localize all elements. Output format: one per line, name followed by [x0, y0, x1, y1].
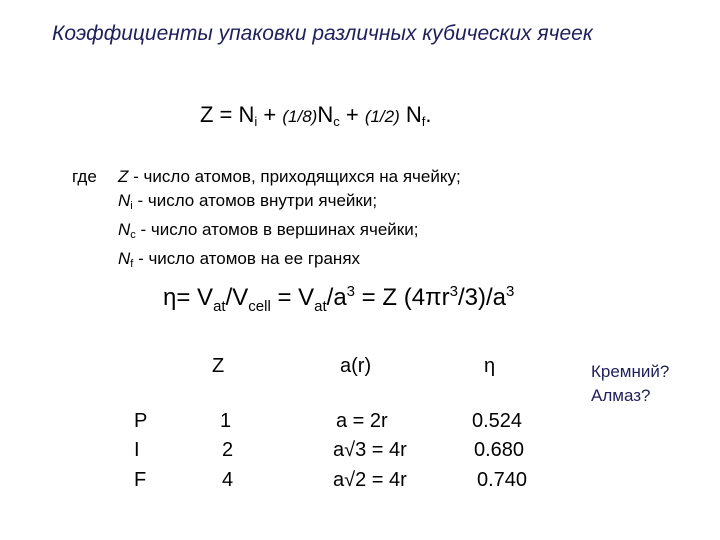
side-note-line: Алмаз? — [591, 386, 651, 405]
def-subscript: f — [130, 258, 134, 270]
header-a: a(r) — [340, 355, 372, 377]
def-text: - число атомов, приходящихся на ячейку; — [128, 167, 461, 186]
def-symbol: N — [118, 220, 131, 239]
row-a: a√3 = 4r — [333, 439, 407, 461]
def-text: - число атомов внутри ячейки; — [132, 191, 378, 210]
eta-part: = V — [176, 284, 214, 311]
formula-z — [200, 102, 432, 129]
definitions-lead: где — [72, 167, 97, 186]
side-note — [591, 360, 669, 408]
eta-part: /3)/a — [457, 284, 506, 311]
row-eta: 0.740 — [477, 469, 528, 491]
def-symbol: N — [118, 249, 131, 268]
sub-i: i — [254, 114, 258, 129]
header-z: Z — [212, 355, 225, 377]
definition-line — [118, 189, 461, 218]
row-eta: 0.524 — [472, 410, 523, 432]
sub-cell: cell — [248, 298, 271, 315]
eta-part: /V — [225, 284, 249, 311]
sub-f: f — [421, 114, 426, 129]
pi-symbol: π — [425, 284, 442, 311]
period: . — [425, 102, 432, 127]
eta-part: r — [441, 284, 450, 311]
def-subscript: i — [130, 200, 133, 212]
def-subscript: c — [130, 229, 136, 241]
definitions-block — [72, 165, 461, 276]
coef-half: (1/2) — [364, 107, 400, 126]
def-symbol: Z — [118, 167, 129, 186]
sup-3: 3 — [449, 283, 458, 300]
formula-z-lhs: Z = N — [200, 102, 255, 127]
slide-title: Коэффициенты упаковки различных кубических ячеек — [52, 22, 593, 45]
def-symbol: N — [118, 191, 131, 210]
plus-sign: + — [257, 102, 283, 127]
n-f: N — [399, 102, 422, 127]
row-type: P — [134, 410, 148, 432]
header-eta: η — [484, 355, 496, 377]
side-note-line: Кремний? — [591, 362, 670, 381]
sup-3: 3 — [505, 283, 515, 300]
formula-eta — [163, 283, 514, 315]
row-a: a = 2r — [336, 410, 388, 432]
row-type: F — [134, 469, 147, 491]
eta-part: = V — [270, 284, 315, 311]
sub-c: c — [333, 114, 340, 129]
sub-at: at — [213, 298, 226, 315]
row-a: a√2 = 4r — [333, 469, 407, 491]
row-type: I — [134, 439, 140, 461]
n-c: N — [317, 102, 334, 127]
plus-sign: + — [339, 102, 365, 127]
row-eta: 0.680 — [474, 439, 525, 461]
sub-at: at — [314, 298, 327, 315]
def-text: - число атомов на ее гранях — [133, 249, 361, 268]
sup-3: 3 — [346, 283, 356, 300]
def-text: - число атомов в вершинах ячейки; — [135, 220, 419, 239]
row-z: 1 — [220, 410, 232, 432]
eta-part: /a — [326, 284, 347, 311]
definition-line — [118, 247, 461, 276]
row-z: 4 — [222, 469, 234, 491]
eta-part: = Z (4 — [355, 284, 426, 311]
eta-symbol: η — [163, 284, 177, 311]
row-z: 2 — [222, 439, 234, 461]
definition-line — [118, 218, 461, 247]
definition-line — [118, 165, 461, 189]
coef-eighth: (1/8) — [282, 107, 318, 126]
